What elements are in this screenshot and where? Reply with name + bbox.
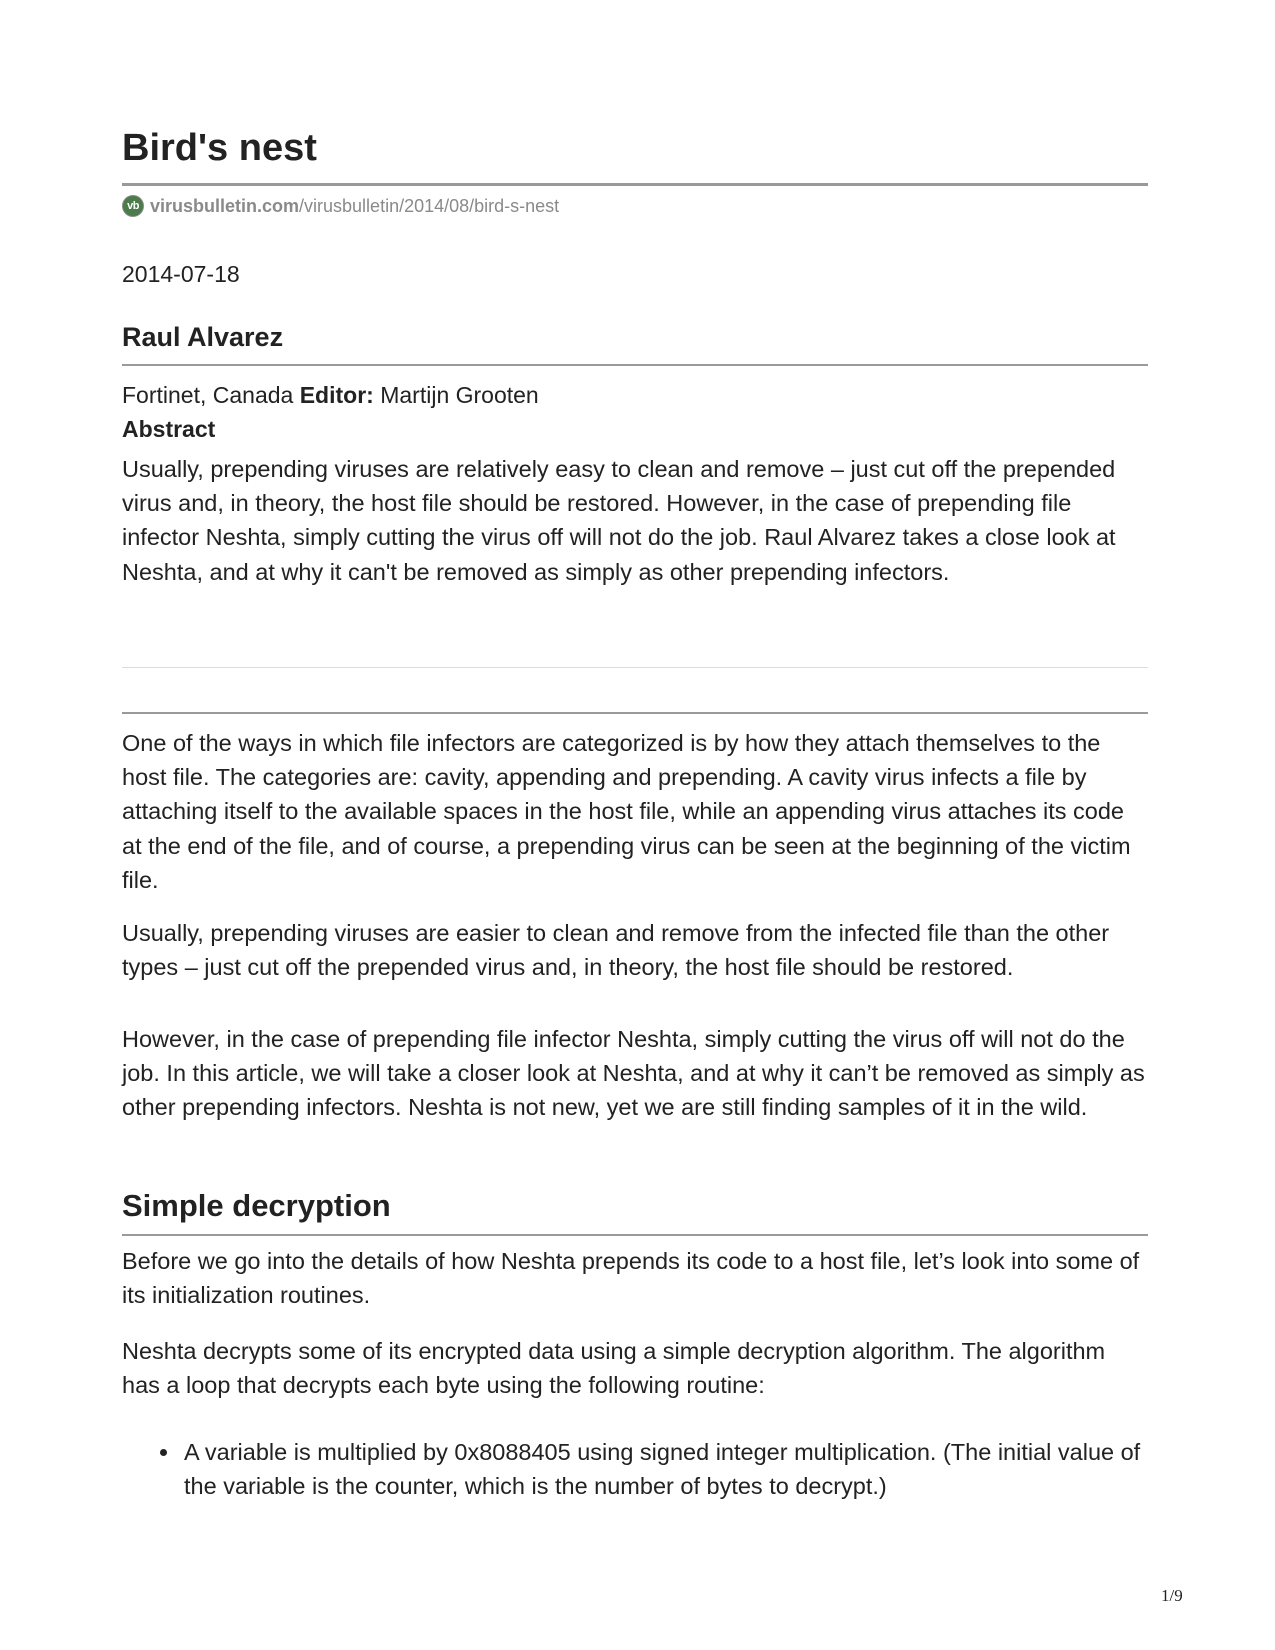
body-paragraph-3: However, in the case of prepending file infector Neshta, simply cutting the virus off will not do the job. In this article, we will take a closer look at Neshta, and at why it can’t be removed as simply as other prepending infectors. Neshta is not new, yet we are still finding samples of it in the wild. xyxy=(122,1026,1145,1121)
author-affiliation-line xyxy=(122,380,539,410)
editor-name: Martijn Grooten xyxy=(380,382,539,408)
list-item xyxy=(122,1435,1148,1503)
article-title: Bird's nest xyxy=(122,127,317,169)
bullet-list xyxy=(122,1435,1148,1503)
page-number: 1/9 xyxy=(1161,1586,1183,1605)
section-paragraph-2: Neshta decrypts some of its encrypted data using a simple decryption algorithm. The algorithm has a loop that decrypts each byte using the following routine: xyxy=(122,1338,1106,1399)
body-paragraph-2: Usually, prepending viruses are easier to clean and remove from the infected file than the other types – just cut off the prepended virus and, in theory, the host file should be restored. xyxy=(122,920,1110,981)
body-divider xyxy=(122,712,1148,714)
source-link[interactable] xyxy=(122,195,559,217)
section-paragraph-1: Before we go into the details of how Neshta prepends its code to a host file, let’s look into some of its initialization routines. xyxy=(122,1248,1140,1309)
publish-date: 2014-07-18 xyxy=(122,261,240,287)
author-name: Raul Alvarez xyxy=(122,322,284,352)
body-paragraph-1: One of the ways in which file infectors are categorized is by how they attach themselves to the host file. The categories are: cavity, appending and prepending. A cavity virus infects a file by attaching itself to the available spaces in the host file, while an appending virus attaches its code at the end of the file, and of course, a prepending virus can be seen at the beginning of the victim file. xyxy=(122,730,1131,893)
source-path[interactable]: /virusbulletin/2014/08/bird-s-nest xyxy=(299,196,560,216)
editor-label: Editor: xyxy=(299,382,374,408)
abstract-text: Usually, prepending viruses are relatively easy to clean and remove – just cut off the prepended virus and, in theory, the host file should be restored. However, in the case of prepending file infector Neshta, simply cutting the virus off will not do the job. Raul Alvarez takes a close look at Neshta, and at why it can't be removed as simply as other prepending infectors. xyxy=(122,456,1116,585)
section-divider xyxy=(122,1234,1148,1236)
author-divider xyxy=(122,364,1148,366)
vb-logo-icon: vb xyxy=(122,195,144,217)
title-divider xyxy=(122,183,1148,186)
section-heading: Simple decryption xyxy=(122,1188,391,1223)
list-item-text: A variable is multiplied by 0x8088405 using signed integer multiplication. (The initial value of the variable is the counter, which is the number of bytes to decrypt.) xyxy=(184,1439,1141,1500)
abstract-divider xyxy=(122,667,1148,668)
abstract-label: Abstract xyxy=(122,416,216,442)
affiliation: Fortinet, Canada xyxy=(122,382,294,408)
source-domain[interactable]: virusbulletin.com xyxy=(150,196,300,216)
bullet-icon xyxy=(160,1449,167,1456)
